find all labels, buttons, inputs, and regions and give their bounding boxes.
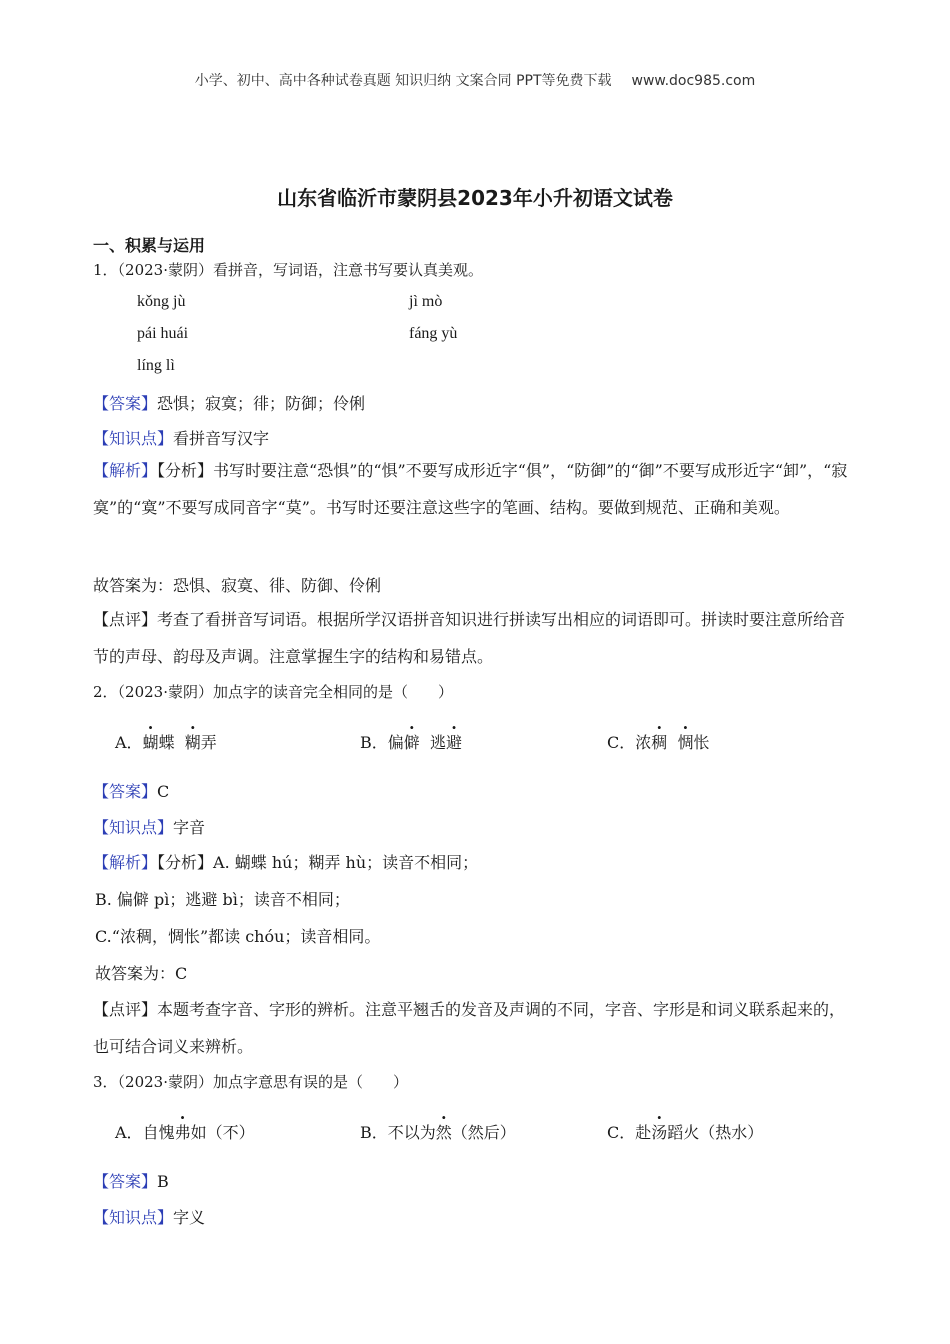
q2-line-b: B. 偏僻 pì；逃避 bì；读音不相同； <box>95 890 350 909</box>
option-text: 蹈火（热水） <box>667 1123 764 1142</box>
section-heading: 一、积累与运用 <box>93 236 206 255</box>
q1-stem: 1．（2023·蒙阴）看拼音，写词语，注意书写要认真美观。 <box>93 261 483 279</box>
q2-analysis-text: 【分析】A. 蝴蝶 hú；糊弄 hù；读音不相同； <box>157 853 479 872</box>
dotted-char: 然 <box>435 1123 452 1142</box>
option-char: 浓 <box>635 733 652 752</box>
q1-analysis <box>93 452 853 526</box>
q3-stem: 3．（2023·蒙阴）加点字意思有误的是（ ） <box>93 1073 408 1091</box>
option-text: 赴 <box>635 1123 652 1142</box>
option-text: 不以为 <box>387 1123 436 1142</box>
dotted-char: 僻 <box>403 733 420 752</box>
q2-answer <box>93 779 169 802</box>
q1-pinyin-3: pái huái <box>137 325 189 342</box>
option-letter: A． <box>115 1123 143 1142</box>
answer-tag: 【答案】 <box>93 394 158 413</box>
q3-answer-text: B <box>157 1172 169 1191</box>
q2-option-a[interactable] <box>115 730 217 753</box>
analysis-tag: 【解析】 <box>93 461 158 480</box>
option-letter: C． <box>607 733 636 752</box>
header-text: 小学、初中、高中各种试卷真题 知识归纳 文案合同 PPT等免费下载 <box>194 73 612 89</box>
q2-stem: 2．（2023·蒙阴）加点字的读音完全相同的是（ ） <box>93 683 453 701</box>
analysis-tag: 【解析】 <box>93 853 158 872</box>
q3-option-b[interactable] <box>360 1120 516 1143</box>
dotted-char: 蝴 <box>142 733 159 752</box>
q1-comment: 【点评】考查了看拼音写词语。根据所学汉语拼音知识进行拼读写出相应的词语即可。拼读时要注意所给音节的声母、韵母及声调。注意掌握生字的结构和易错点。 <box>93 610 846 666</box>
dotted-char: 稠 <box>651 733 668 752</box>
q2-option-c[interactable] <box>607 730 709 753</box>
option-letter: B． <box>360 733 388 752</box>
option-letter: A． <box>115 733 143 752</box>
option-letter: B． <box>360 1123 388 1142</box>
dotted-char: 弗 <box>174 1123 191 1142</box>
q2-point-text: 字音 <box>173 818 206 837</box>
q1-answer <box>93 391 365 414</box>
q1-answer-text: 恐惧；寂寞；徘；防御；伶俐 <box>157 394 366 413</box>
q2-option-b[interactable] <box>360 730 462 753</box>
q3-point <box>93 1205 205 1228</box>
point-tag: 【知识点】 <box>93 1208 174 1227</box>
dotted-char: 惆 <box>677 733 694 752</box>
q1-pinyin-4: fáng yù <box>409 325 458 342</box>
dotted-char: 糊 <box>184 733 201 752</box>
dotted-char: 汤 <box>651 1123 668 1142</box>
q1-point-text: 看拼音写汉字 <box>173 429 270 448</box>
point-tag: 【知识点】 <box>93 429 174 448</box>
option-letter: C． <box>607 1123 636 1142</box>
q2-answer-text: C <box>157 782 170 801</box>
q3-option-c[interactable] <box>607 1120 763 1143</box>
page-header <box>0 70 950 90</box>
q2-conclusion: 故答案为：C <box>95 964 188 983</box>
header-url[interactable]: www.doc985.com <box>631 73 756 89</box>
option-text: 如（不） <box>190 1123 255 1142</box>
option-text: 自愧 <box>142 1123 175 1142</box>
q3-point-text: 字义 <box>173 1208 206 1227</box>
q2-analysis <box>93 850 478 873</box>
q3-answer <box>93 1169 169 1192</box>
page-title: 山东省临沂市蒙阴县2023年小升初语文试卷 <box>277 186 673 210</box>
option-char: 偏 <box>387 733 404 752</box>
option-char: 蝶 <box>158 733 175 752</box>
q2-point <box>93 815 205 838</box>
q1-pinyin-5: líng lì <box>137 357 175 374</box>
dotted-char: 避 <box>445 733 462 752</box>
answer-tag: 【答案】 <box>93 782 158 801</box>
q3-option-a[interactable] <box>115 1120 255 1143</box>
q2-line-c: C.“浓稠，惆怅”都读 chóu；读音相同。 <box>95 927 381 946</box>
q1-analysis-text: 【分析】书写时要注意“恐惧”的“惧”不要写成形近字“俱”，“防御”的“御”不要写成形近字“卸”，“寂寞”的“寞”不要写成同音字“莫”。书写时还要注意这些字的笔画、结构。要做到规范、正确和美观。 <box>93 461 848 517</box>
q1-pinyin-2: jì mò <box>409 293 443 310</box>
q2-comment: 【点评】本题考查字音、字形的辨析。注意平翘舌的发音及声调的不同，字音、字形是和词义联系起来的，也可结合词义来辨析。 <box>93 1000 846 1056</box>
option-char: 弄 <box>200 733 217 752</box>
q1-pinyin-1: kǒng jù <box>137 293 186 310</box>
q1-point <box>93 426 269 449</box>
point-tag: 【知识点】 <box>93 818 174 837</box>
q1-conclusion: 故答案为：恐惧、寂寞、徘、防御、伶俐 <box>93 576 382 595</box>
answer-tag: 【答案】 <box>93 1172 158 1191</box>
option-char: 怅 <box>693 733 710 752</box>
option-text: （然后） <box>451 1123 516 1142</box>
option-char: 逃 <box>429 733 446 752</box>
